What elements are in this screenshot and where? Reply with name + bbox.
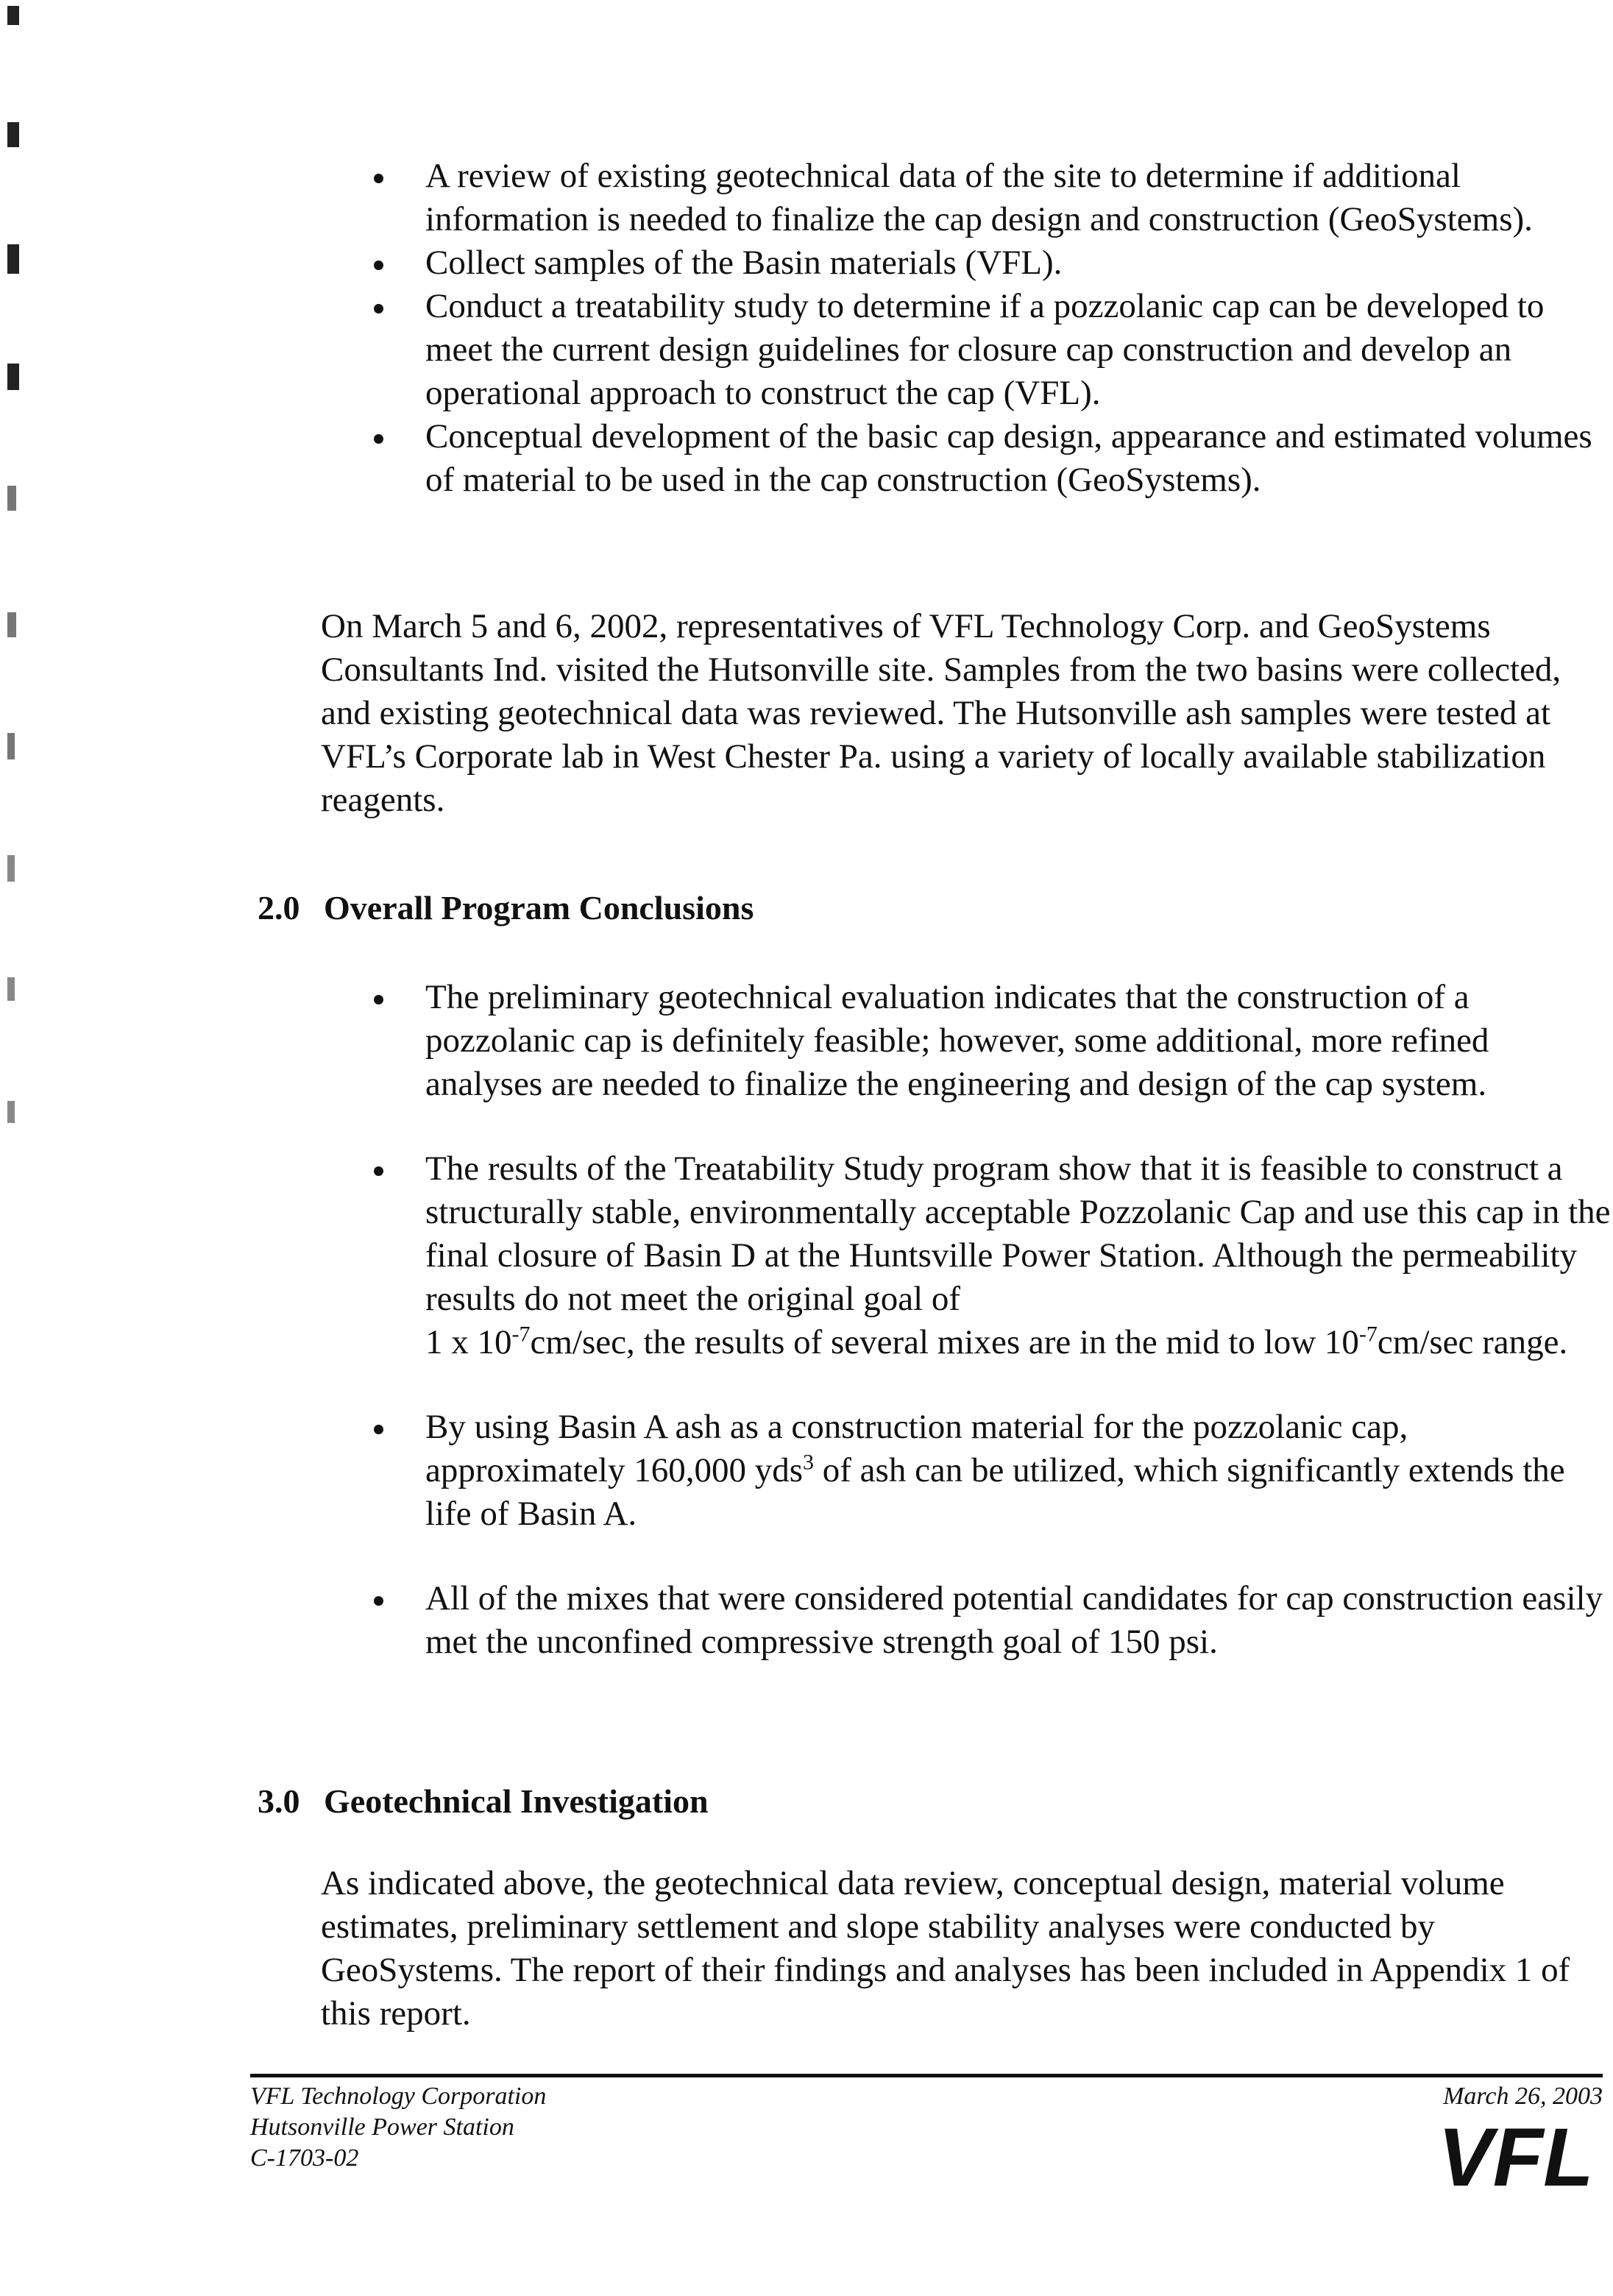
footer-company: VFL Technology Corporation <box>250 2083 547 2110</box>
conclusions-bullet-list <box>368 976 1612 1705</box>
footer-project: Hutsonville Power Station <box>250 2113 514 2141</box>
list-item: Conduct a treatability study to determine if a pozzolanic cap can be developed to meet the current design guidelines for closure cap construction and develop an operational approach to construct the cap (VFL). <box>368 285 1612 415</box>
bullet-text: cm/sec, the results of several mixes are in the mid to low 10 <box>530 1323 1359 1361</box>
list-item <box>368 1147 1612 1364</box>
scan-artifact <box>7 1101 15 1123</box>
vfl-logo <box>1435 2111 1612 2199</box>
footer-code: C-1703-02 <box>250 2144 359 2172</box>
intro-paragraph: On March 5 and 6, 2002, representatives of VFL Technology Corp. and GeoSystems Consultants Ind. visited the Hutsonville site. Samples from the two basins were collected, and existing geotechnical data was reviewed. The Hutsonville ash samples were tested at VFL’s Corporate lab in West Chester Pa. using a variety of locally available stabilization reagents. <box>321 607 1561 819</box>
section-3-heading <box>258 1781 709 1822</box>
section-2-heading <box>258 887 754 929</box>
list-item: The preliminary geotechnical evaluation indicates that the construction of a pozzolanic cap is definitely feasible; however, some additional, more refined analyses are needed to finalize the engineering and design of the cap system. <box>368 976 1612 1106</box>
bullet-text: cm/sec range. <box>1377 1323 1568 1361</box>
section-number: 3.0 <box>258 1782 300 1820</box>
section-title: Overall Program Conclusions <box>324 889 754 926</box>
scan-artifact <box>7 244 19 274</box>
bullet-text: The results of the Treatability Study program show that it is feasible to construct a structurally stable, environmentally acceptable Pozzolanic Cap and use this cap in the final closure of Basin D at the Huntsville Power Station. Although the permeability results do not meet the original goal of <box>425 1149 1611 1318</box>
exponent: -7 <box>1358 1322 1378 1347</box>
scan-artifact <box>7 122 19 147</box>
list-item: All of the mixes that were considered potential candidates for cap construction easily met the unconfined compressive strength goal of 150 psi. <box>368 1577 1612 1664</box>
goal-value: 1 x 10 <box>425 1323 512 1361</box>
list-item <box>368 1406 1612 1536</box>
section-number: 2.0 <box>258 889 300 926</box>
scan-artifact <box>7 612 16 637</box>
logo-text: VFL <box>1438 2111 1594 2199</box>
section-3-paragraph: As indicated above, the geotechnical data review, conceptual design, material volume estimates, preliminary settlement and slope stability analyses were conducted by GeoSystems. The report of their findings and analyses has been included in Appendix 1 of this report. <box>321 1864 1570 2033</box>
section-title: Geotechnical Investigation <box>324 1782 709 1820</box>
footer-divider <box>250 2074 1603 2077</box>
footer-date: March 26, 2003 <box>1443 2083 1603 2110</box>
exponent: -7 <box>511 1322 531 1347</box>
scan-artifact <box>7 977 15 1001</box>
scan-artifact <box>7 486 16 511</box>
scan-artifact <box>7 6 19 25</box>
footer-info <box>250 2081 546 2174</box>
scan-artifact <box>7 733 15 759</box>
bullet-text: of ash can be utilized, which significantly extends the life of Basin A. <box>425 1451 1565 1533</box>
bullet-text: By using Basin A ash as a construction material for the pozzolanic cap, approximately 160,000 yds <box>425 1408 1408 1489</box>
list-item: Collect samples of the Basin materials (VFL). <box>368 241 1612 285</box>
scan-artifact <box>7 364 19 390</box>
list-item: Conceptual development of the basic cap design, appearance and estimated volumes of material to be used in the cap construction (GeoSystems). <box>368 415 1612 502</box>
scan-artifact <box>7 855 15 882</box>
list-item: A review of existing geotechnical data of the site to determine if additional information is needed to finalize the cap design and construction (GeoSystems). <box>368 155 1612 241</box>
superscript: 3 <box>803 1450 815 1475</box>
intro-bullet-list <box>368 155 1612 502</box>
